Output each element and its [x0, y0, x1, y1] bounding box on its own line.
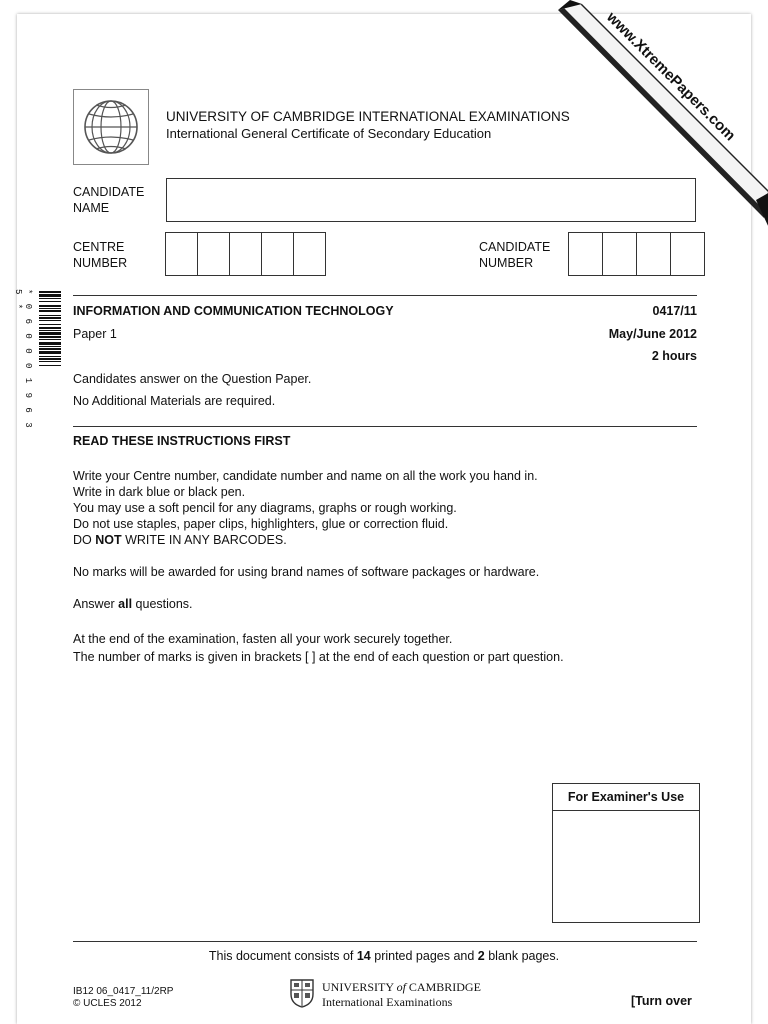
barcode-number: * 0 6 0 0 0 1 9 6 3 5 *: [13, 289, 33, 430]
subject-title: INFORMATION AND COMMUNICATION TECHNOLOGY: [73, 304, 394, 318]
university-name: UNIVERSITY OF CAMBRIDGE INTERNATIONAL EXAMINATIONS: [166, 109, 570, 124]
materials-note: No Additional Materials are required.: [73, 394, 276, 408]
ribbon-text: www.XtremePapers.com: [603, 8, 739, 145]
instruction-line: You may use a soft pencil for any diagrams, graphs or rough working.: [73, 501, 457, 515]
centre-digit-box[interactable]: [229, 232, 262, 276]
candidate-digit-box[interactable]: [568, 232, 603, 276]
cambridge-logo-line2: International Examinations: [322, 995, 453, 1009]
cambridge-crest-icon: [289, 978, 315, 1013]
page-count-note: This document consists of 14 printed pages and 2 blank pages.: [208, 949, 560, 963]
exam-session: May/June 2012: [608, 327, 697, 341]
end-note: At the end of the examination, fasten all your work securely together.: [73, 632, 453, 646]
cambridge-logo-line1: UNIVERSITY of CAMBRIDGE: [322, 980, 481, 994]
divider: [73, 426, 697, 427]
answer-all-note: Answer all questions.: [73, 597, 193, 611]
centre-digit-box[interactable]: [261, 232, 294, 276]
divider: [73, 295, 697, 296]
candidate-number-field[interactable]: [568, 232, 705, 276]
instruction-line: Write in dark blue or black pen.: [73, 485, 246, 499]
examiner-use-heading: For Examiner's Use: [553, 784, 699, 811]
marks-note: The number of marks is given in brackets [ ] at the end of each question or part question.: [73, 650, 564, 664]
candidate-digit-box[interactable]: [670, 232, 705, 276]
candidate-name-label: CANDIDATE NAME: [73, 185, 145, 215]
instructions-heading: READ THESE INSTRUCTIONS FIRST: [73, 434, 291, 448]
candidate-digit-box[interactable]: [602, 232, 637, 276]
turn-over-label: [Turn over: [631, 994, 692, 1008]
footer-reference: IB12 06_0417_11/2RP © UCLES 2012: [73, 986, 174, 1009]
brand-note: No marks will be awarded for using brand names of software packages or hardware.: [73, 565, 540, 579]
paper-code: 0417/11: [652, 304, 697, 318]
barcode: [13, 289, 61, 439]
exam-duration: 2 hours: [651, 349, 697, 363]
centre-number-field[interactable]: [165, 232, 326, 276]
instructions-body: [73, 468, 633, 665]
globe-icon: [74, 90, 148, 164]
candidate-digit-box[interactable]: [636, 232, 671, 276]
instruction-line: DO NOT WRITE IN ANY BARCODES.: [73, 533, 287, 547]
cie-logo: [73, 89, 149, 165]
candidate-name-field[interactable]: [166, 178, 696, 222]
paper-number: Paper 1: [73, 327, 117, 341]
divider: [73, 941, 697, 942]
qualification-name: International General Certificate of Secondary Education: [166, 126, 492, 141]
exam-paper-page: [13, 8, 751, 1024]
centre-number-label: CENTRE NUMBER: [73, 240, 128, 270]
answer-note: Candidates answer on the Question Paper.: [73, 372, 312, 386]
candidate-number-label: CANDIDATE NUMBER: [479, 240, 551, 270]
centre-digit-box[interactable]: [293, 232, 326, 276]
centre-digit-box[interactable]: [165, 232, 198, 276]
instruction-line: Do not use staples, paper clips, highlighters, glue or correction fluid.: [73, 517, 449, 531]
centre-digit-box[interactable]: [197, 232, 230, 276]
instruction-line: Write your Centre number, candidate number and name on all the work you hand in.: [73, 469, 538, 483]
examiner-use-box: [552, 783, 700, 923]
